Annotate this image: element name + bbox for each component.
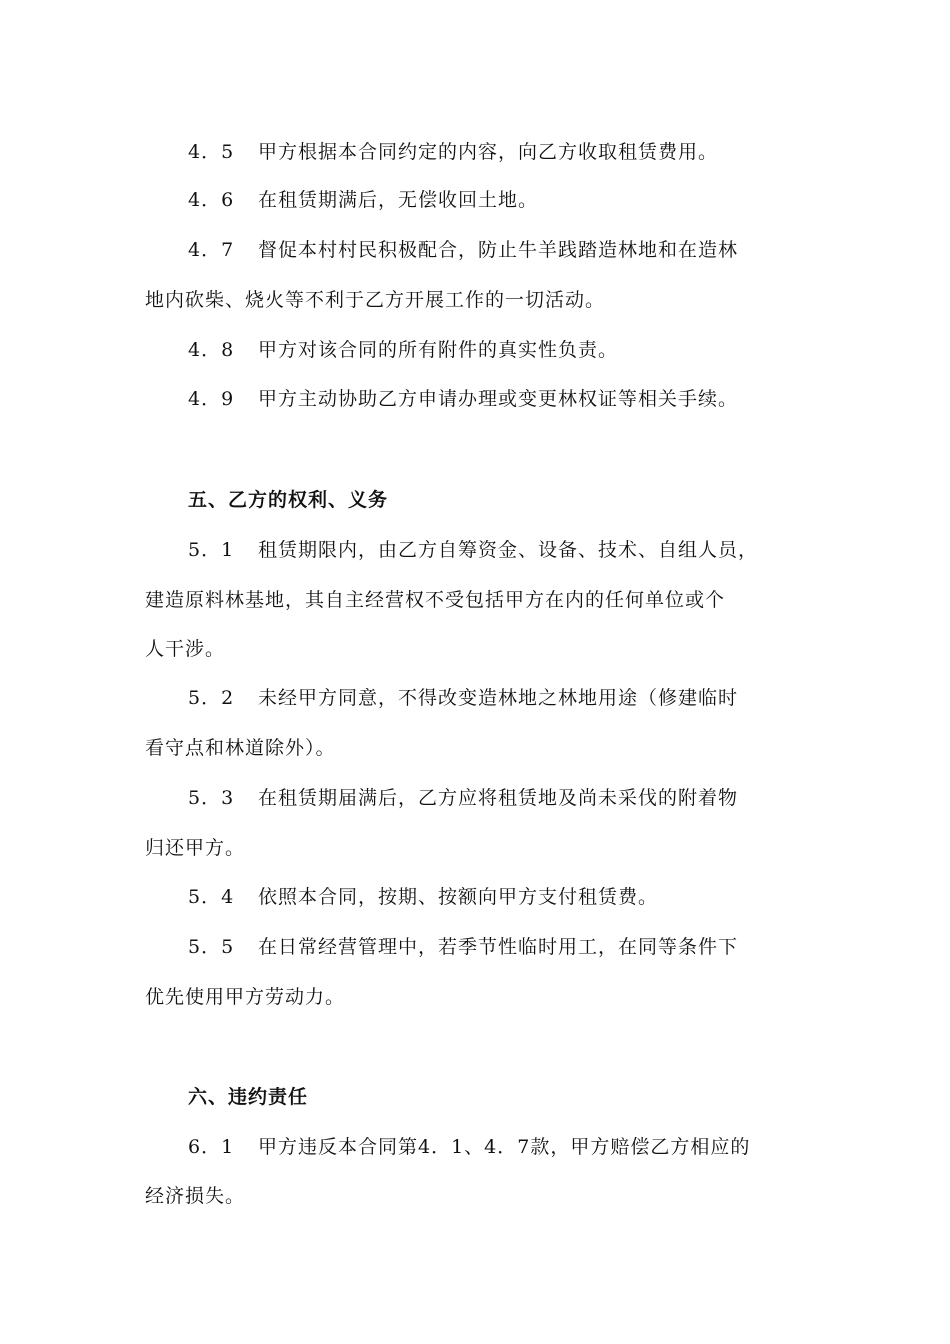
clause-text: 未经甲方同意，不得改变造林地之林地用途（修建临时 <box>258 687 739 709</box>
clause-5-3-continuation: 归还甲方。 <box>145 837 246 859</box>
clause-number: 4．8 <box>188 339 235 361</box>
clause-5-2 <box>0 684 950 712</box>
clause-text: 督促本村村民积极配合，防止牛羊践踏造林地和在造林 <box>258 239 739 261</box>
clause-4-7 <box>0 236 950 264</box>
clause-6-1 <box>0 1133 950 1161</box>
clause-4-5 <box>0 138 950 166</box>
clause-5-1-continuation-2: 人干涉。 <box>145 638 226 660</box>
clause-number: 5．4 <box>188 886 235 908</box>
clause-5-5 <box>0 933 950 961</box>
clause-text: 甲方对该合同的所有附件的真实性负责。 <box>258 339 619 361</box>
clause-number: 5．1 <box>188 539 235 561</box>
clause-number: 4．9 <box>188 388 235 410</box>
clause-4-9 <box>0 385 950 413</box>
clause-4-6 <box>0 186 950 214</box>
clause-6-1-continuation: 经济损失。 <box>145 1185 246 1207</box>
clause-text: 在日常经营管理中，若季节性临时用工，在同等条件下 <box>258 936 739 958</box>
clause-text: 甲方主动协助乙方申请办理或变更林权证等相关手续。 <box>258 388 739 410</box>
clause-text: 依照本合同，按期、按额向甲方支付租赁费。 <box>258 886 659 908</box>
clause-4-7-continuation: 地内砍柴、烧火等不利于乙方开展工作的一切活动。 <box>145 289 606 311</box>
clause-5-1 <box>0 536 950 564</box>
section-5-heading: 五、乙方的权利、义务 <box>188 489 389 511</box>
clause-5-5-continuation: 优先使用甲方劳动力。 <box>145 986 346 1008</box>
clause-text: 甲方根据本合同约定的内容，向乙方收取租赁费用。 <box>258 141 719 163</box>
clause-5-4 <box>0 883 950 911</box>
clause-number: 5．5 <box>188 936 235 958</box>
clause-text: 甲方违反本合同第4．1、4．7款，甲方赔偿乙方相应的 <box>258 1136 751 1158</box>
clause-number: 6．1 <box>188 1136 235 1158</box>
clause-number: 5．3 <box>188 787 235 809</box>
section-6-heading: 六、违约责任 <box>188 1086 309 1108</box>
clause-number: 4．6 <box>188 189 235 211</box>
clause-text: 在租赁期满后，无偿收回土地。 <box>258 189 539 211</box>
clause-5-3 <box>0 784 950 812</box>
clause-5-1-continuation: 建造原料林基地，其自主经营权不受包括甲方在内的任何单位或个 <box>145 589 726 611</box>
clause-5-2-continuation: 看守点和林道除外）。 <box>145 737 336 759</box>
clause-text: 租赁期限内，由乙方自筹资金、设备、技术、自组人员， <box>258 539 759 561</box>
clause-number: 4．7 <box>188 239 235 261</box>
clause-4-8 <box>0 336 950 364</box>
clause-number: 4．5 <box>188 141 235 163</box>
clause-number: 5．2 <box>188 687 235 709</box>
clause-text: 在租赁期届满后，乙方应将租赁地及尚未采伐的附着物 <box>258 787 739 809</box>
